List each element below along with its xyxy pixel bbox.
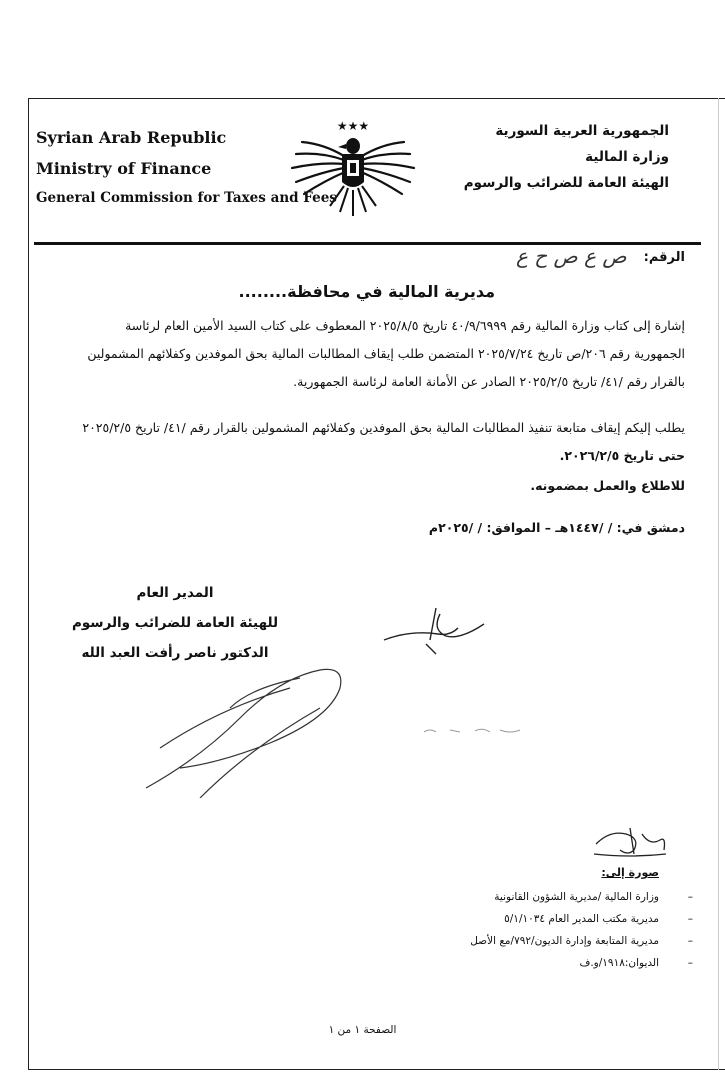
small-signature-icon xyxy=(380,600,490,660)
date-line: دمشق في: / /١٤٤٧هـ – الموافق: / /٢٠٢٥م xyxy=(428,520,685,535)
header-arabic xyxy=(464,118,669,196)
header-en-ministry: Ministry of Finance xyxy=(36,159,212,178)
page-border-top xyxy=(28,98,725,99)
header-en-country: Syrian Arab Republic xyxy=(36,128,227,147)
paragraph-2-line-1: يطلب إليكم إيقاف متابعة تنفيذ المطالبات المالية بحق الموفدين وكفلائهم المشمولين بالقرار رقم /٤١/ تاريخ ٢٠٢٥/٢/٥ xyxy=(82,420,685,435)
header-ar-commission: الهيئة العامة للضرائب والرسوم xyxy=(463,175,669,191)
signature-name: الدكتور ناصر رأفت العبد الله xyxy=(81,645,269,661)
cc-item: – وزارة المالية /مديرية الشؤون القانونية xyxy=(470,886,659,908)
cc-item: – مديرية المتابعة وإدارة الديون/٧٩٢/مع الأصل xyxy=(470,930,659,952)
cc-item: – الديوان:١٩١٨/و.ف xyxy=(470,952,659,974)
emblem-stars: ★★★ xyxy=(336,119,370,133)
cc-bullet: – xyxy=(687,913,693,925)
reference-handwritten-number: ص ع ص ح ع xyxy=(516,244,627,268)
paragraph-1-line-1: إشارة إلى كتاب وزارة المالية رقم ٤٠/٩/٦٩٩٩ تاريخ ٢٠٢٥/٨/٥ المعطوف على كتاب السيد الأمين العام لرئاسة xyxy=(125,318,685,333)
header-en-commission: General Commission for Taxes and Fees xyxy=(36,190,337,206)
paragraph-1-line-2: الجمهورية رقم ٢٠٦/ص تاريخ ٢٠٢٥/٧/٢٤ المتضمن طلب إيقاف المطالبات المالية بحق الموفدين وكفلائهم المشمولين xyxy=(87,346,685,361)
addressee: مديرية المالية في محافظة........ xyxy=(238,282,495,301)
cc-bullet: – xyxy=(687,957,693,969)
eagle-emblem-icon xyxy=(284,116,422,220)
paragraph-1-line-3: بالقرار رقم /٤١/ تاريخ ٢٠٢٥/٢/٥ الصادر عن الأمانة العامة لرئاسة الجمهورية. xyxy=(293,374,685,389)
cc-bullet: – xyxy=(687,891,693,903)
page-border-left xyxy=(28,98,29,1070)
page-border-right xyxy=(718,98,719,1070)
page-border-bottom xyxy=(28,1069,725,1070)
cc-item: – مديرية مكتب المدير العام ٥/١/١٠٣٤ xyxy=(470,908,659,930)
large-signature-icon xyxy=(140,648,350,798)
letter-paragraph-1 xyxy=(34,312,685,396)
faint-mark-icon xyxy=(420,720,530,740)
reference-label: الرقم: xyxy=(643,250,685,265)
initials-signature-icon xyxy=(590,820,670,860)
letter-paragraph-2 xyxy=(34,414,685,470)
cc-bullet: – xyxy=(687,935,693,947)
paragraph-2-line-2: حتى تاريخ ٢٠٢٦/٢/٥. xyxy=(559,448,685,463)
cc-list xyxy=(470,886,693,974)
signature-title: المدير العام xyxy=(136,585,214,601)
cc-title: صورة إلى: xyxy=(601,866,659,879)
page-footer: الصفحة ١ من ١ xyxy=(328,1024,397,1036)
header-ar-ministry: وزارة المالية xyxy=(585,149,669,165)
closing-line: للاطلاع والعمل بمضمونه. xyxy=(530,478,685,493)
signature-organization: للهيئة العامة للضرائب والرسوم xyxy=(71,615,279,631)
header-ar-country: الجمهورية العربية السورية xyxy=(495,123,669,139)
